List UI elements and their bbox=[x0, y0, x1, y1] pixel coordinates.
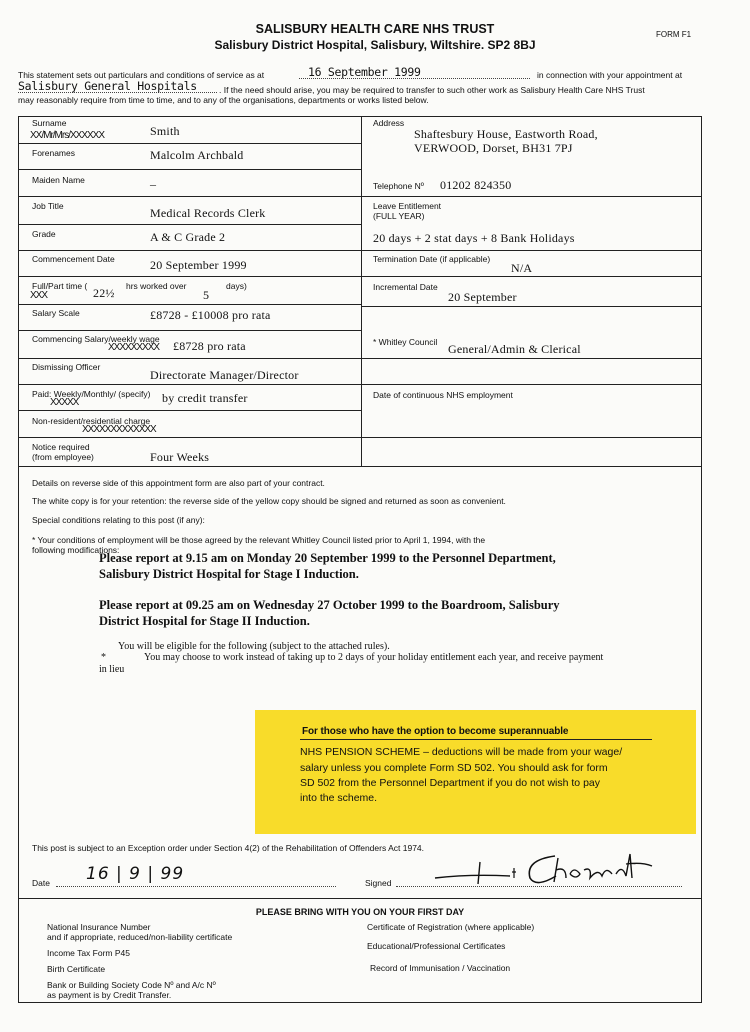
leave-label-1: Leave Entitlement bbox=[373, 201, 442, 211]
trust-name: SALISBURY HEALTH CARE NHS TRUST bbox=[255, 22, 495, 36]
commencing-label: Commencing Salary/weekly wage bbox=[32, 334, 160, 344]
pension-heading-rule bbox=[300, 739, 652, 740]
rule bbox=[18, 304, 361, 305]
rule bbox=[18, 330, 361, 331]
incremental-value: 20 September bbox=[448, 290, 517, 304]
commence-label: Commencement Date bbox=[32, 254, 115, 264]
induction-1-line-2: Salisbury District Hospital for Stage I Induction. bbox=[99, 567, 359, 581]
forenames-label: Forenames bbox=[32, 148, 75, 158]
salary-scale-label: Salary Scale bbox=[32, 308, 80, 318]
rule bbox=[18, 250, 361, 251]
paid-strike: XXXXX bbox=[50, 397, 79, 408]
maiden-value: – bbox=[150, 177, 157, 191]
whitley-label: * Whitley Council bbox=[373, 337, 438, 347]
intro-text-3: . If the need should arise, you may be required to transfer to such other work as Salisbury Health Care NHS Trust bbox=[219, 85, 645, 95]
intro-text-2: in connection with your appointment at bbox=[537, 70, 683, 80]
bring-left-item: and if appropriate, reduced/non-liability certificate bbox=[47, 932, 233, 942]
rule bbox=[361, 196, 701, 197]
job-value: Medical Records Clerk bbox=[150, 206, 266, 220]
signed-label: Signed bbox=[365, 878, 392, 888]
fullpart-label: Full/Part time ( bbox=[32, 281, 88, 291]
intro-date-value: 16 September 1999 bbox=[308, 65, 421, 79]
rule bbox=[18, 169, 361, 170]
signature-drawing bbox=[430, 848, 660, 890]
telephone-label: Telephone Nº bbox=[373, 181, 424, 191]
whitley-note-2: following modifications: bbox=[32, 545, 120, 555]
address-line-1: Shaftesbury House, Eastworth Road, bbox=[414, 127, 598, 141]
rule bbox=[18, 196, 361, 197]
white-copy-note: The white copy is for your retention: the reverse side of the yellow copy should be signed and returned as soon as convenient. bbox=[32, 496, 506, 506]
salary-scale-value: £8728 - £10008 pro rata bbox=[150, 308, 271, 322]
bring-right-item: Educational/Professional Certificates bbox=[367, 941, 506, 951]
special-conditions-label: Special conditions relating to this post (if any): bbox=[32, 515, 205, 525]
pension-heading: For those who have the option to become superannuable bbox=[302, 726, 569, 737]
notice-label-1: Notice required bbox=[32, 442, 90, 452]
rule bbox=[361, 306, 701, 307]
leave-label-2: (FULL YEAR) bbox=[373, 211, 425, 221]
eligible-note: You will be eligible for the following (subject to the attached rules). bbox=[118, 641, 390, 652]
job-label: Job Title bbox=[32, 201, 64, 211]
forenames-value: Malcolm Archbald bbox=[150, 148, 244, 162]
paid-label: Paid: Weekly/Monthly/ (specify) bbox=[32, 389, 151, 399]
pension-line-4: into the scheme. bbox=[300, 792, 378, 804]
bring-right-item: Certificate of Registration (where applicable) bbox=[367, 922, 535, 932]
reverse-note: Details on reverse side of this appointment form are also part of your contract. bbox=[32, 478, 325, 488]
days-value: 5 bbox=[203, 288, 210, 302]
intro-text-1: This statement sets out particulars and conditions of service as at bbox=[18, 70, 265, 80]
rule bbox=[18, 384, 701, 385]
incremental-label: Incremental Date bbox=[373, 282, 438, 292]
paid-value: by credit transfer bbox=[162, 391, 248, 405]
grade-value: A & C Grade 2 bbox=[150, 230, 226, 244]
nonresident-strike: XXXXXXXXXXXXX bbox=[82, 424, 156, 435]
trust-address: Salisbury District Hospital, Salisbury, Wiltshire. SP2 8BJ bbox=[214, 38, 536, 52]
holiday-line-1: You may choose to work instead of taking up to 2 days of your holiday entitlement each year, and receive payment bbox=[144, 652, 604, 663]
bring-left-item: Bank or Building Society Code Nº and A/c Nº bbox=[47, 980, 216, 990]
address-line-2: VERWOOD, Dorset, BH31 7PJ bbox=[414, 141, 573, 155]
bring-left-item: as payment is by Credit Transfer. bbox=[47, 990, 172, 1000]
maiden-label: Maiden Name bbox=[32, 175, 85, 185]
intro-text-4: may reasonably require from time to time, and to any of the organisations, departments or works listed below. bbox=[18, 95, 429, 105]
holiday-line-2: in lieu bbox=[99, 664, 125, 675]
title-overstrike: XX/Mr/Mrs/XXXXXX bbox=[30, 130, 105, 141]
bring-left-item: National Insurance Number bbox=[47, 922, 151, 932]
bring-left-item: Birth Certificate bbox=[47, 964, 106, 974]
rule bbox=[18, 224, 361, 225]
termination-label: Termination Date (if applicable) bbox=[373, 254, 491, 264]
date-value: 16 | 9 | 99 bbox=[86, 864, 185, 884]
field-grid-divider bbox=[361, 116, 362, 466]
notice-value: Four Weeks bbox=[150, 450, 210, 464]
rule bbox=[18, 466, 701, 467]
intro-employer-value: Salisbury General Hospitals bbox=[18, 79, 197, 93]
rule bbox=[18, 143, 361, 144]
pension-line-1: NHS PENSION SCHEME – deductions will be made from your wage/ bbox=[300, 746, 623, 758]
rule bbox=[18, 276, 701, 277]
exception-note: This post is subject to an Exception order under Section 4(2) of the Rehabilitation of Offenders Act 1974. bbox=[32, 843, 425, 853]
whitley-value: General/Admin & Clerical bbox=[448, 342, 581, 356]
grade-label: Grade bbox=[32, 229, 56, 239]
leave-value: 20 days + 2 stat days + 8 Bank Holidays bbox=[373, 231, 575, 245]
rule bbox=[18, 437, 701, 438]
telephone-value: 01202 824350 bbox=[440, 178, 512, 192]
rule bbox=[18, 410, 361, 411]
days-label: days) bbox=[226, 281, 247, 291]
hours-value: 22½ bbox=[93, 286, 115, 300]
hours-label: hrs worked over bbox=[126, 281, 187, 291]
date-label: Date bbox=[32, 878, 50, 888]
rule bbox=[361, 250, 701, 251]
commencing-strike: XXXXXXXXX bbox=[108, 342, 160, 353]
commencing-value: £8728 pro rata bbox=[173, 339, 246, 353]
fullpart-strike: XXX bbox=[30, 290, 48, 301]
bring-heading: PLEASE BRING WITH YOU ON YOUR FIRST DAY bbox=[255, 907, 465, 917]
dismissing-value: Directorate Manager/Director bbox=[150, 368, 299, 382]
induction-1-line-1: Please report at 9.15 am on Monday 20 September 1999 to the Personnel Department, bbox=[99, 551, 556, 565]
notice-label-2: (from employee) bbox=[32, 452, 94, 462]
rule bbox=[18, 116, 361, 117]
bring-section-rule bbox=[18, 898, 701, 899]
surname-value: Smith bbox=[150, 124, 180, 138]
dismissing-label: Dismissing Officer bbox=[32, 362, 101, 372]
form-code: FORM F1 bbox=[656, 30, 692, 39]
bring-right-item: Record of Immunisation / Vaccination bbox=[370, 963, 511, 973]
bring-left-item: Income Tax Form P45 bbox=[47, 948, 130, 958]
commence-value: 20 September 1999 bbox=[150, 258, 247, 272]
address-label: Address bbox=[373, 118, 405, 128]
whitley-note-1: * Your conditions of employment will be those agreed by the relevant Whitley Council listed prior to April 1, 1994, with the bbox=[32, 535, 486, 545]
termination-value: N/A bbox=[511, 261, 533, 275]
rule bbox=[18, 358, 701, 359]
pension-line-2: salary unless you complete Form SD 502. You should ask for form bbox=[300, 762, 608, 774]
induction-2-line-2: District Hospital for Stage II Induction. bbox=[99, 614, 310, 628]
induction-2-line-1: Please report at 09.25 am on Wednesday 27 October 1999 to the Boardroom, Salisbury bbox=[99, 598, 560, 612]
pension-line-3: SD 502 from the Personnel Department if you do not wish to pay bbox=[300, 777, 600, 789]
nonresident-label: Non-resident/residential charge bbox=[32, 416, 151, 426]
surname-label: Surname bbox=[32, 118, 67, 128]
continuous-label: Date of continuous NHS employment bbox=[373, 390, 513, 400]
holiday-star: * bbox=[101, 652, 106, 663]
